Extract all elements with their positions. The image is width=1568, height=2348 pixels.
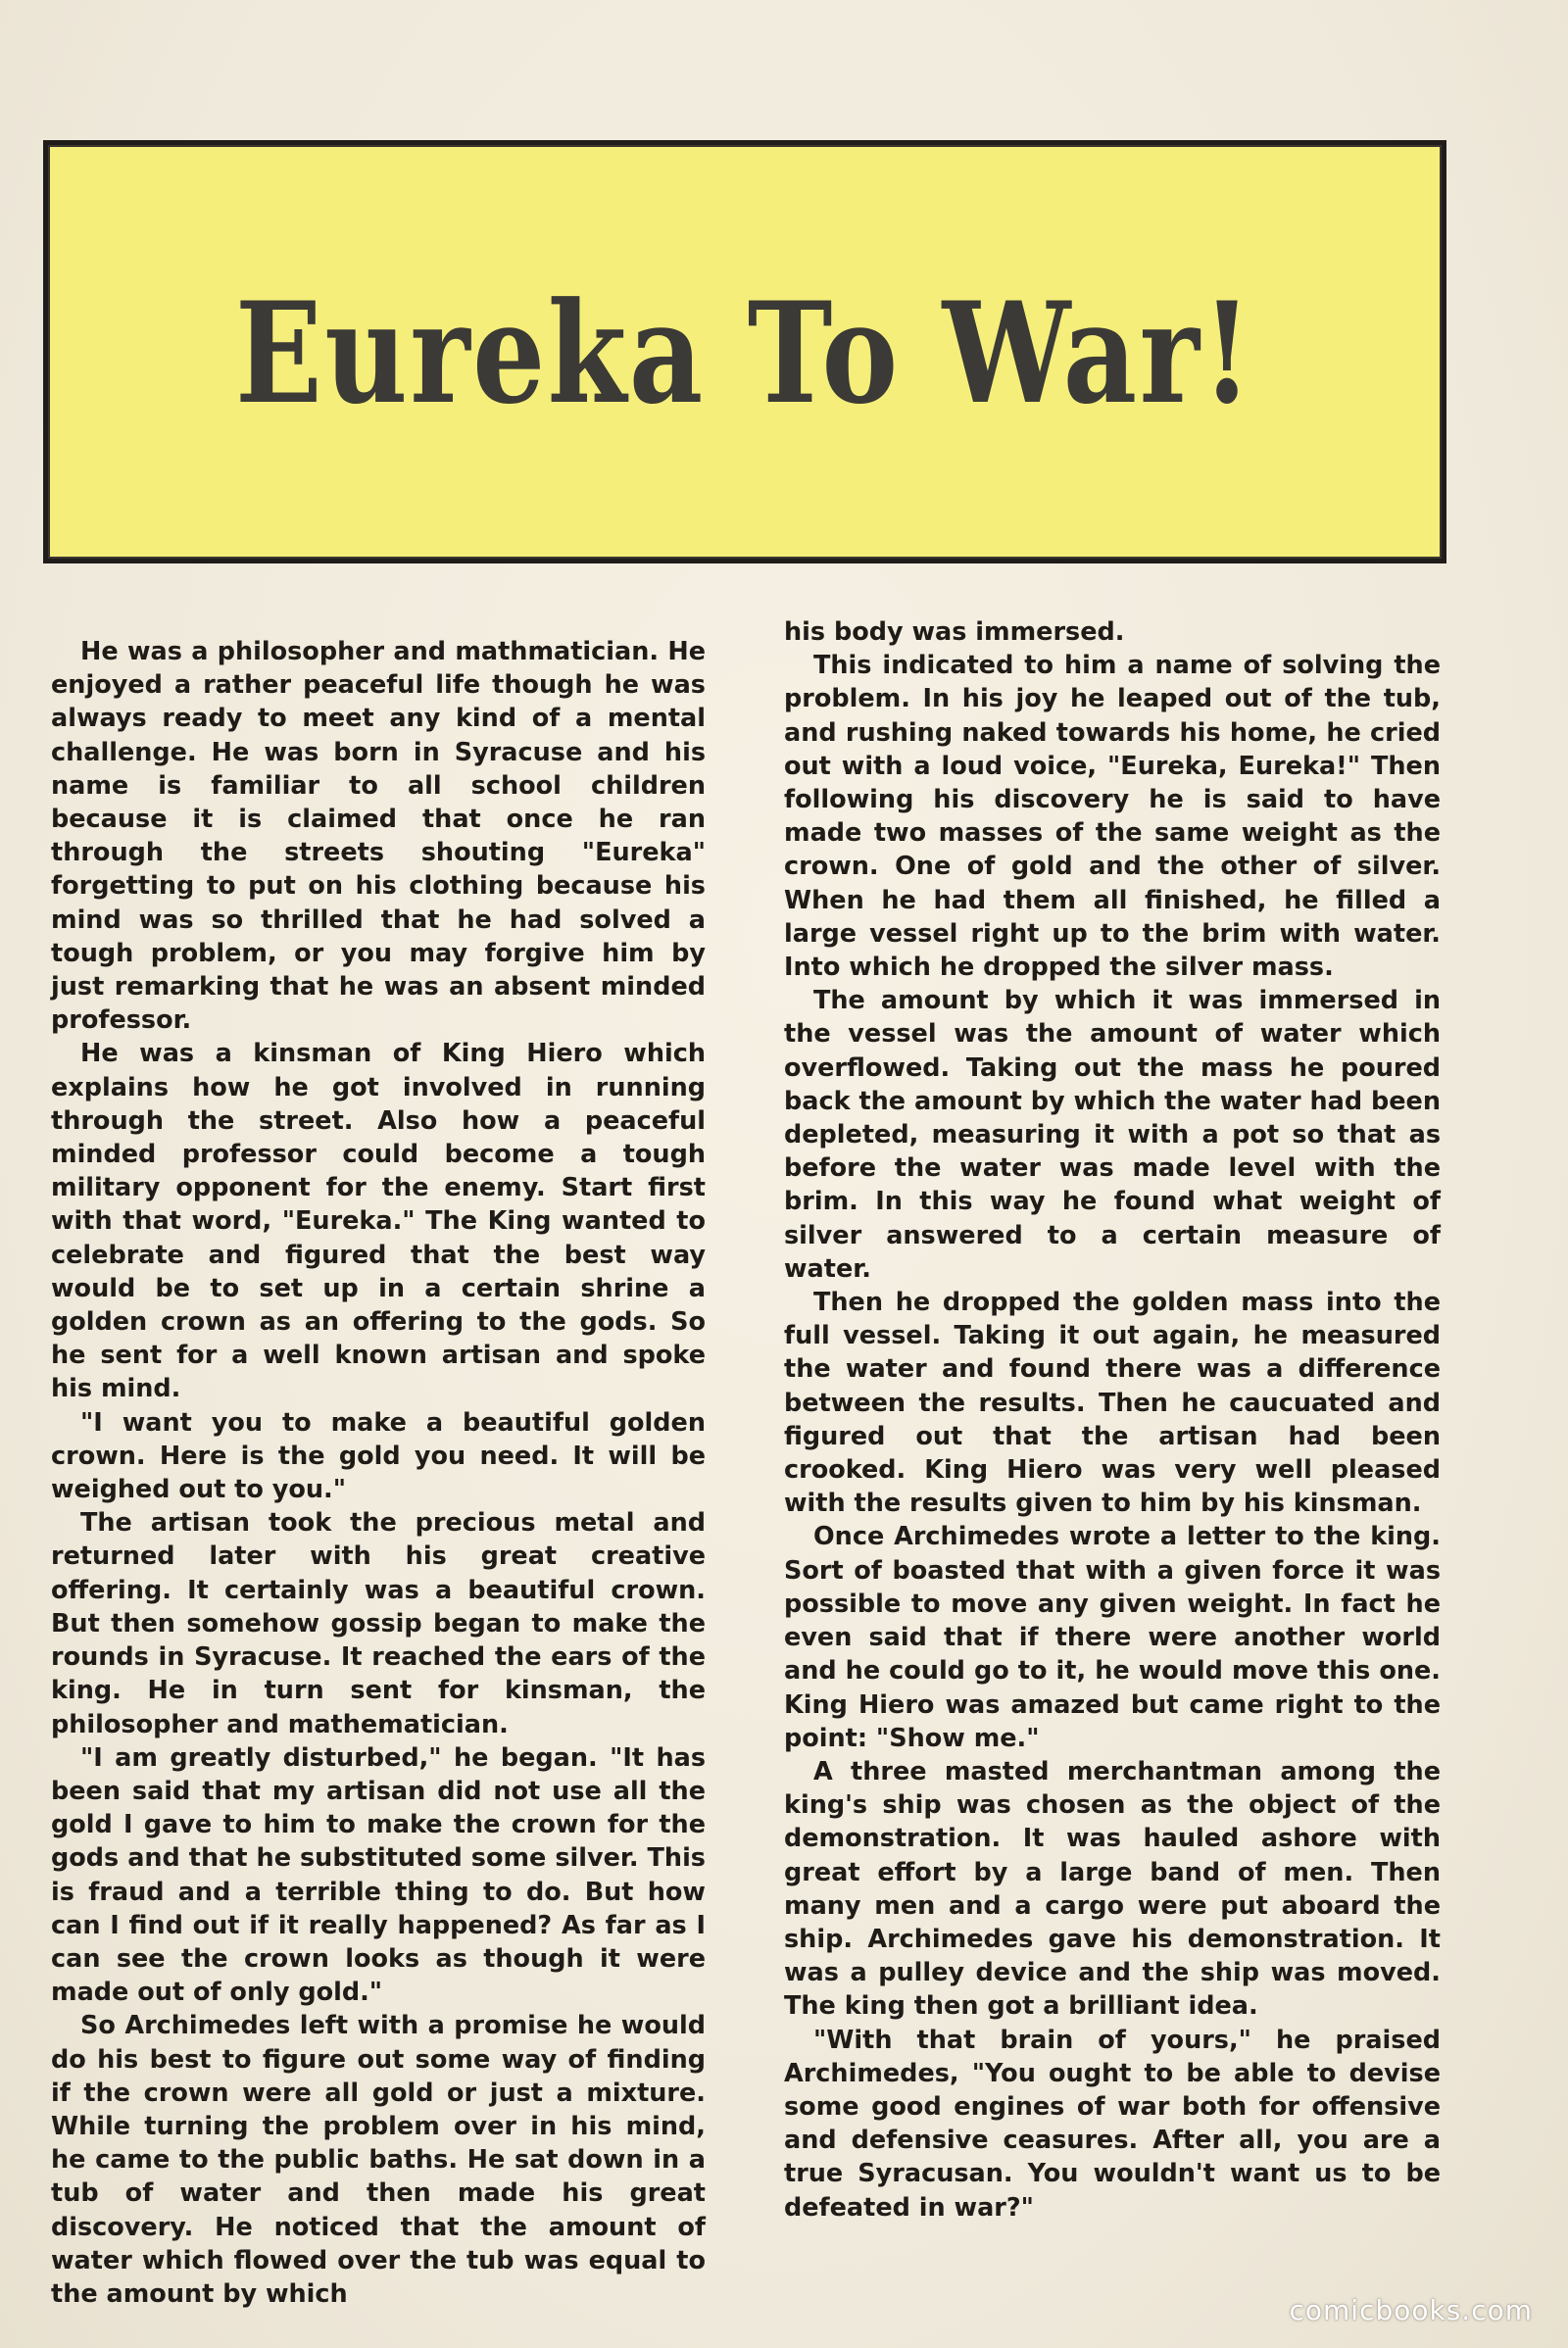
paragraph: Once Archimedes wrote a letter to the king. Sort of boasted that with a given force it was possible to move any given weight. In fact he even said that if there were another world and he could go to it, he would move this one. King Hiero was amazed but came right to the point: "Show me." [784,1522,1441,1753]
paragraph: The artisan took the precious metal and returned later with his great creative offering. It certainly was a beautiful crown. But then somehow gossip began to make the rounds in Syracuse. It reached the ears of the king. He in turn sent for kinsman, the philosopher and mathematician. [51,1508,706,1739]
paragraph: This indicated to him a name of solving the problem. In his joy he leaped out of the tub, and rushing naked towards his home, he cried out with a loud voice, "Eureka, Eureka!" Then following his discovery he is said to have made two masses of the same weight as the crown. One of gold and the other of silver. When he had them all finished, he filled a large vessel right up to the brim with water. Into which he dropped the silver mass. [784,651,1441,983]
paragraph: "With that brain of yours," he praised Archimedes, "You ought to be able to devise some good engines of war both for offensive and defensive ceasures. After all, you are a true Syracusan. You wouldn't want us to be defeated in war?" [784,2025,1441,2223]
paragraph: "I am greatly disturbed," he began. "It has been said that my artisan did not use all the gold I gave to him to make the crown for the gods and that he substituted some silver. This is fraud and a terrible thing to do. But how can I find out if it really happened? As far as I can see the crown looks as though it were made out of only gold." [51,1742,706,2008]
paragraph-continuation: his body was immersed. [784,617,1125,647]
right-text-column [784,615,1441,2225]
paragraph: "I want you to make a beautiful golden crown. Here is the gold you need. It will be weighed out to you." [51,1407,706,1505]
paragraph: The amount by which it was immersed in the vessel was the amount of water which overflowed. Taking out the mass he poured back the amount by which the water had been depleted, measuring it with a pot so that as before the water was made level with the brim. In this way he found what weight of silver answered to a certain measure of water. [784,986,1441,1284]
paragraph: A three masted merchantman among the king's ship was chosen as the object of the demonstration. It was hauled ashore with great effort by a large band of men. Then many men and a cargo were put aboard the ship. Archimedes gave his demonstration. It was a pulley device and the ship was moved. The king then got a brilliant idea. [784,1756,1441,2022]
page-title: Eureka To War! [235,272,1254,435]
paragraph: He was a kinsman of King Hiero which explains how he got involved in running through the street. Also how a peaceful minded professor could become a tough military opponent for the enemy. Start first with that word, "Eureka." The King wanted to celebrate and figured that the best way would be to set up in a certain shrine a golden crown as an offering to the gods. So he sent for a well known artisan and spoke his mind. [51,1039,706,1404]
paragraph: Then he dropped the golden mass into the full vessel. Taking it out again, he measured the water and found there was a difference between the results. Then he caucuated and figured out that the artisan had been crooked. King Hiero was very well pleased with the results given to him by his kinsman. [784,1288,1441,1519]
left-text-column [51,635,706,2311]
watermark: comicbooks.com [1289,2294,1533,2326]
paragraph: He was a philosopher and mathmatician. He enjoyed a rather peaceful life though he was always ready to meet any kind of a mental challenge. He was born in Syracuse and his name is familiar to all school children because it is claimed that once he ran through the streets shouting "Eureka" forgetting to put on his clothing because his mind was so thrilled that he had solved a tough problem, or you may forgive him by just remarking that he was an absent minded professor. [51,637,706,1036]
title-panel [43,140,1446,563]
paragraph: So Archimedes left with a promise he would do his best to figure out some way of finding if the crown were all gold or just a mixture. While turning the problem over in his mind, he came to the public baths. He sat down in a tub of water and then made his great discovery. He noticed that the amount of water which flowed over the tub was equal to the amount by which [51,2011,706,2309]
